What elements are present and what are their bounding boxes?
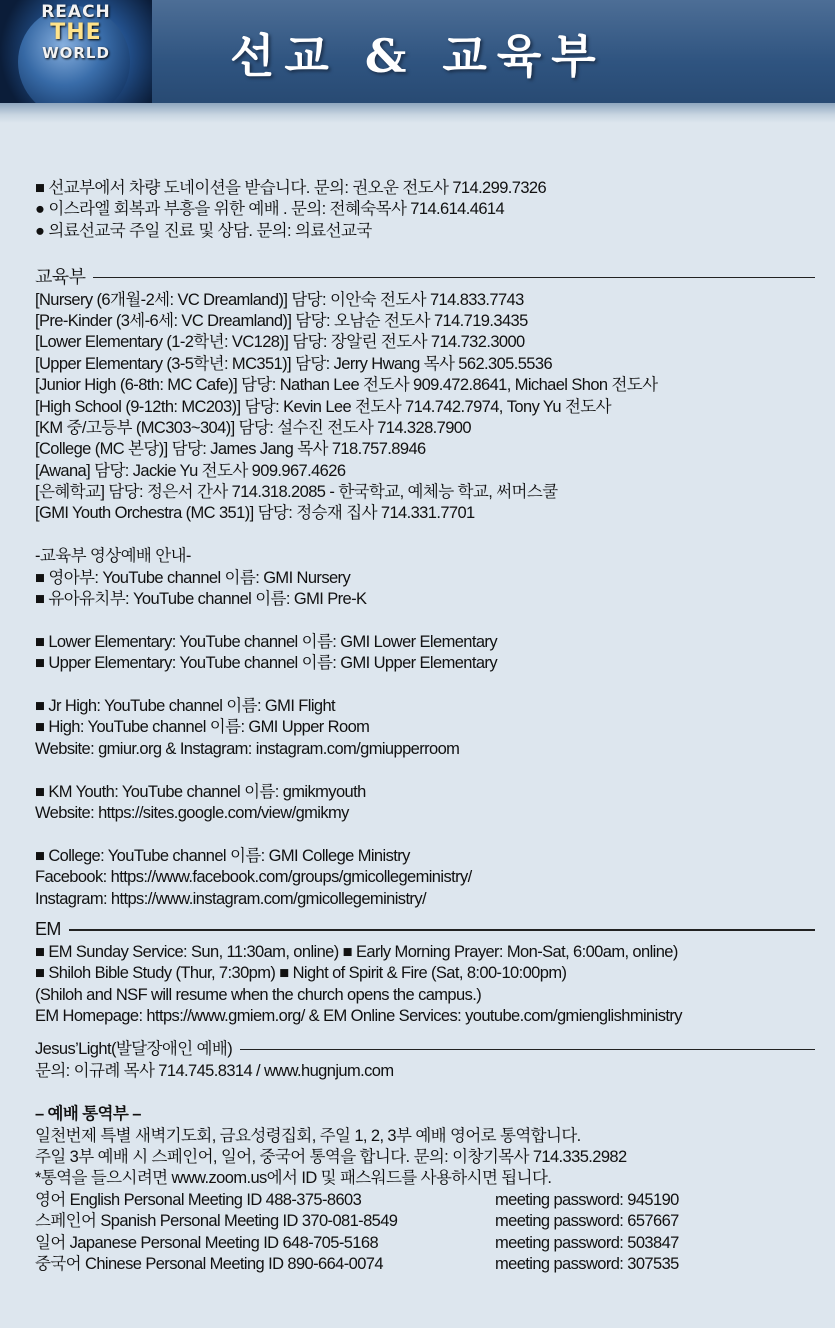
meeting-id: 영어 English Personal Meeting ID 488-375-8603 [35,1190,362,1209]
education-item: [Nursery (6개월-2세: VC Dreamland)] 담당: 이안숙 전도사 714.833.7743 [35,290,524,309]
meeting-id: 스페인어 Spanish Personal Meeting ID 370-081-8549 [35,1212,398,1231]
education-heading [35,266,815,290]
video-item: ■ 영아부: YouTube channel 이름: GMI Nursery [35,568,351,587]
em-heading [35,918,815,942]
meeting-password: meeting password: 503847 [495,1233,679,1252]
meeting-row [35,1211,815,1232]
education-item: [GMI Youth Orchestra (MC 351)] 담당: 정승재 집사 714.331.7701 [35,504,475,523]
logo-text-line: WORLD [42,44,110,62]
mission-section [35,178,815,242]
education-item: [Upper Elementary (3-5학년: MC351)] 담당: Jerry Hwang 목사 562.305.5536 [35,354,553,373]
page-title: 선교 & 교육부 [230,29,606,83]
video-item: Facebook: https://www.facebook.com/groups/gmicollegeministry/ [35,868,472,887]
page-header [0,0,835,103]
education-item: [KM 중/고등부 (MC303~304)] 담당: 설수진 전도사 714.328.7900 [35,418,471,437]
video-item: ■ KM Youth: YouTube channel 이름: gmikmyouth [35,782,366,801]
meeting-id: 일어 Japanese Personal Meeting ID 648-705-5168 [35,1233,379,1252]
mission-notice: ● 이스라엘 회복과 부흥을 위한 예배 . 문의: 전혜숙목사 714.614.4614 [35,200,505,219]
education-item: [Junior High (6-8th: MC Cafe)] 담당: Nathan Lee 전도사 909.472.8641, Michael Shon 전도사 [35,376,658,395]
header-divider [0,103,835,123]
interpretation-note: 일천번제 특별 새벽기도회, 금요성령집회, 주일 1, 2, 3부 예배 영어로 통역합니다. [35,1126,581,1145]
education-item: [High School (9-12th: MC203)] 담당: Kevin Lee 전도사 714.742.7974, Tony Yu 전도사 [35,397,611,416]
video-item: ■ High: YouTube channel 이름: GMI Upper Room [35,718,370,737]
section-title: EM [35,919,61,940]
logo-text-line: REACH [41,2,111,22]
video-item: ■ Jr High: YouTube channel 이름: GMI Flight [35,696,336,715]
em-item: EM Homepage: https://www.gmiem.org/ & EM Online Services: youtube.com/gmienglishministry [35,1007,682,1026]
education-item: [Pre-Kinder (3세-6세: VC Dreamland)] 담당: 오남순 전도사 714.719.3435 [35,311,528,330]
interpretation-note: 주일 3부 예배 시 스페인어, 일어, 중국어 통역을 합니다. 문의: 이창기목사 714.335.2982 [35,1148,627,1167]
meeting-password: meeting password: 307535 [495,1254,679,1273]
video-item: ■ College: YouTube channel 이름: GMI College Ministry [35,846,410,865]
education-item: [Awana] 담당: Jackie Yu 전도사 909.967.4626 [35,461,346,480]
section-title: Jesus’Light(발달장애인 예배) [35,1039,233,1058]
meeting-row [35,1254,815,1275]
em-item: ■ EM Sunday Service: Sun, 11:30am, online) ■ Early Morning Prayer: Mon-Sat, 6:00am, online) [35,942,678,961]
video-item: ■ 유아유치부: YouTube channel 이름: GMI Pre-K [35,590,367,609]
meeting-password: meeting password: 945190 [495,1190,679,1209]
education-item: [College (MC 본당)] 담당: James Jang 목사 718.757.8946 [35,440,426,459]
section-rule [93,277,815,279]
video-item: Website: https://sites.google.com/view/gmikmy [35,803,349,822]
bulletin-content [35,178,815,1275]
meeting-password: meeting password: 657667 [495,1212,679,1231]
meeting-id: 중국어 Chinese Personal Meeting ID 890-664-0074 [35,1254,383,1273]
video-item: ■ Upper Elementary: YouTube channel 이름: GMI Upper Elementary [35,654,497,673]
section-rule [240,1049,815,1051]
jesus-light-heading [35,1037,815,1061]
jesus-light-contact: 문의: 이규례 목사 714.745.8314 / www.hugnjum.com [35,1062,394,1081]
section-rule [69,929,815,931]
logo-text-line: THE [50,20,102,45]
em-item: (Shiloh and NSF will resume when the church opens the campus.) [35,985,482,1004]
meeting-row [35,1233,815,1254]
video-heading: -교육부 영상예배 안내- [35,547,191,566]
interpretation-note: *통역을 들으시려면 www.zoom.us에서 ID 및 패스워드를 사용하시면 됩니다. [35,1169,552,1188]
mission-notice: ● 의료선교국 주일 진료 및 상담. 문의: 의료선교국 [35,221,372,240]
reach-the-world-logo [0,0,152,103]
mission-notice: ■ 선교부에서 차량 도네이션을 받습니다. 문의: 권오운 전도사 714.299.7326 [35,179,547,197]
video-item: Website: gmiur.org & Instagram: instagram.com/gmiupperroom [35,739,460,758]
section-title: 교육부 [35,266,86,287]
video-worship-section [35,546,815,910]
em-section [35,942,815,1028]
interpretation-heading: – 예배 통역부 – [35,1105,141,1124]
education-list [35,290,815,525]
education-item: [Lower Elementary (1-2학년: VC128)] 담당: 장알린 전도사 714.732.3000 [35,333,525,352]
video-item: Instagram: https://www.instagram.com/gmicollegeministry/ [35,889,426,908]
meeting-row [35,1190,815,1211]
interpretation-section [35,1104,815,1275]
em-item: ■ Shiloh Bible Study (Thur, 7:30pm) ■ Night of Spirit & Fire (Sat, 8:00-10:00pm) [35,964,567,983]
video-item: ■ Lower Elementary: YouTube channel 이름: GMI Lower Elementary [35,632,497,651]
education-item: [은혜학교] 담당: 정은서 간사 714.318.2085 - 한국학교, 예체능 학교, 써머스쿨 [35,483,558,502]
